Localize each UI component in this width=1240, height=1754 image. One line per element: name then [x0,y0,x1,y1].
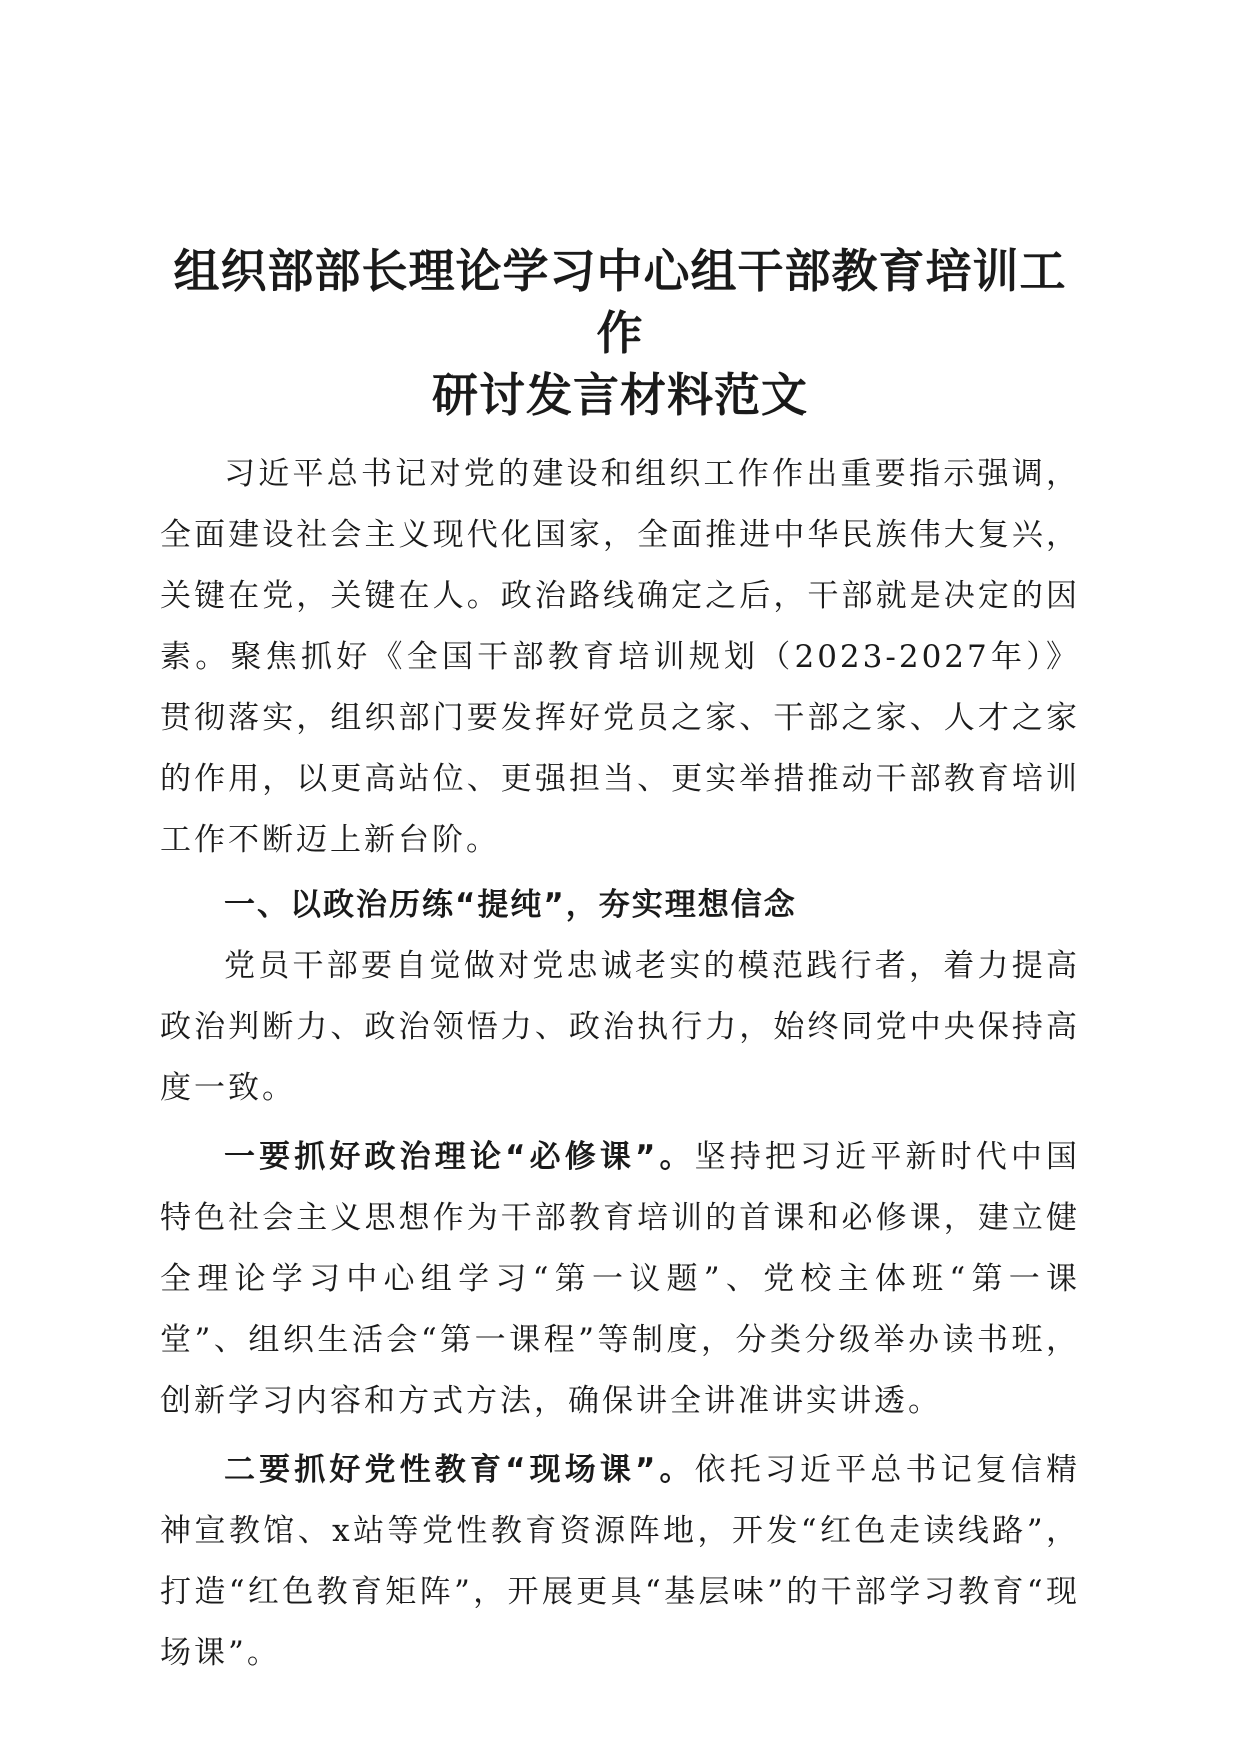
point-2-paragraph [160,1440,1080,1684]
section-1-heading: 一、以政治历练“提纯”，夯实理想信念 [224,887,797,923]
title-line-1: 组织部部长理论学习中心组干部教育培训工作 [173,244,1067,360]
intro-paragraph: 习近平总书记对党的建设和组织工作作出重要指示强调，全面建设社会主义现代化国家，全面推进中华民族伟大复兴，关键在党，关键在人。政治路线确定之后，干部就是决定的因素。聚焦抓好《全国干部教育培训规划（2023-2027年）》贯彻落实，组织部门要发挥好党员之家、干部之家、人才之家的作用，以更高站位、更强担当、更实举措推动干部教育培训工作不断迈上新台阶。 [160,456,1080,858]
section-1-paragraph: 党员干部要自觉做对党忠诚老实的模范践行者，着力提高政治判断力、政治领悟力、政治执行力，始终同党中央保持高度一致。 [160,948,1080,1106]
point-1-body: 坚持把习近平新时代中国特色社会主义思想作为干部教育培训的首课和必修课，建立健全理论学习中心组学习“第一议题”、党校主体班“第一课堂”、组织生活会“第一课程”等制度，分类分级举办读书班，创新学习内容和方式方法，确保讲全讲准讲实讲透。 [160,1139,1081,1419]
title-line-2: 研讨发言材料范文 [432,368,808,422]
point-1-paragraph [160,1127,1080,1432]
document-title [160,240,1080,426]
point-2-lead: 二要抓好党性教育“现场课”。 [224,1452,695,1488]
document-page [160,240,1080,1684]
point-1-lead: 一要抓好政治理论“必修课”。 [224,1139,695,1175]
point-2-body: 依托习近平总书记复信精神宣教馆、x站等党性教育资源阵地，开发“红色走读线路”，打造“红色教育矩阵”，开展更具“基层味”的干部学习教育“现场课”。 [160,1452,1081,1671]
